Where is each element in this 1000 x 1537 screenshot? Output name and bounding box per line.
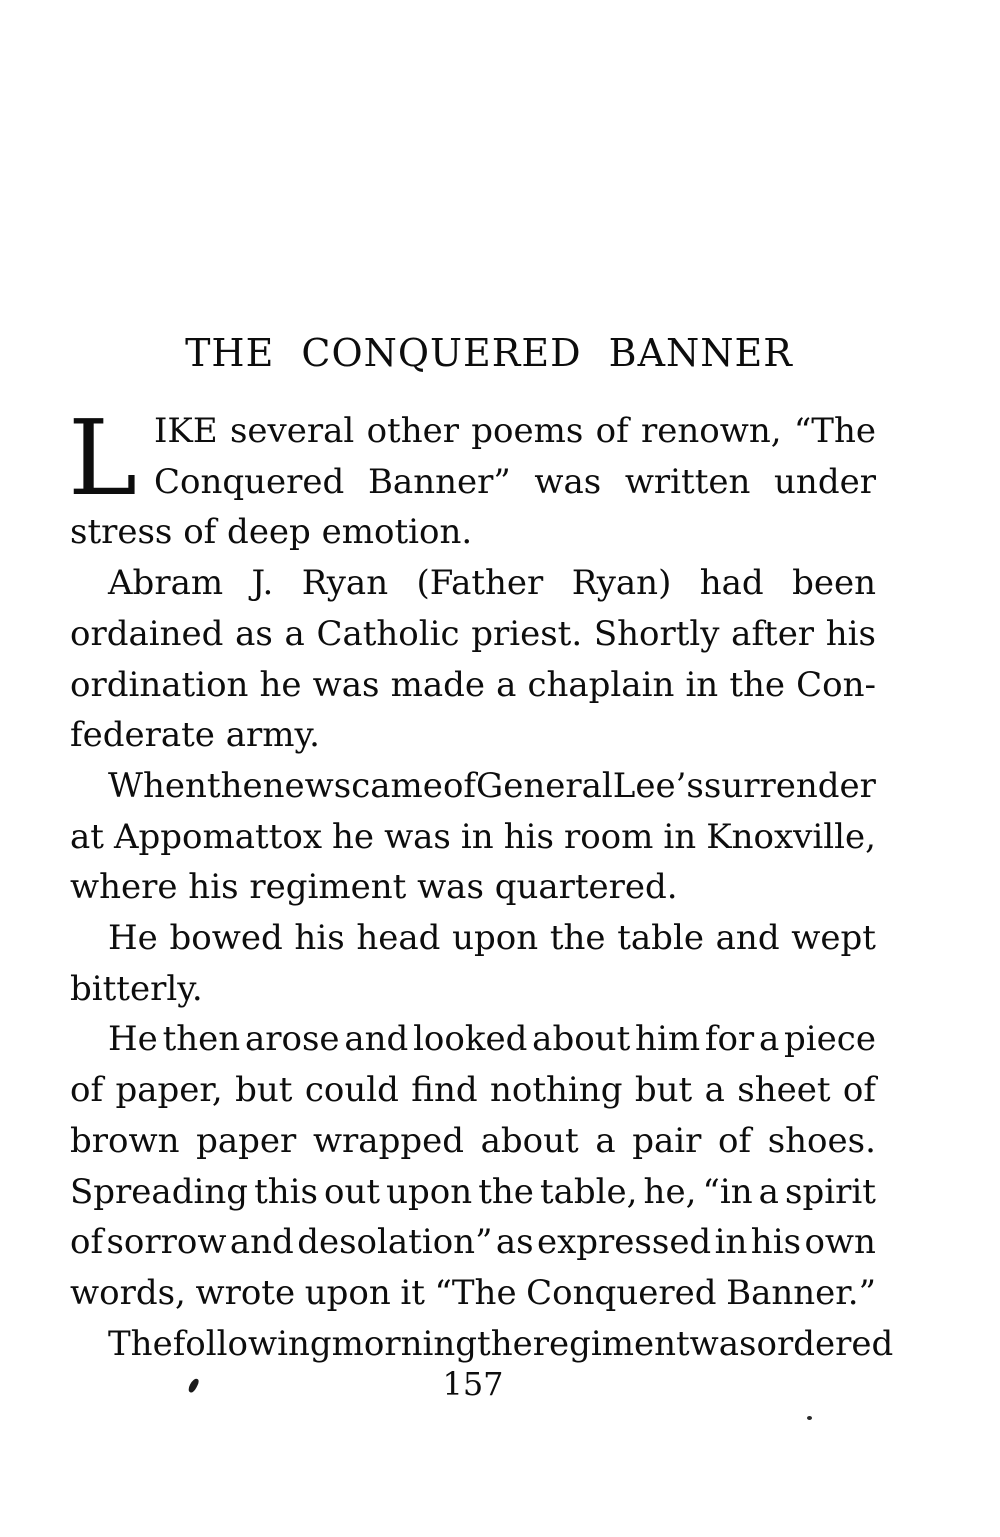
word: General (476, 765, 613, 806)
word: his (503, 816, 554, 857)
word: he (332, 816, 375, 857)
word: “The (434, 1272, 517, 1313)
word: about (480, 1120, 579, 1161)
word: the (477, 1323, 533, 1364)
word: out (324, 1171, 381, 1212)
word: upon (386, 1171, 473, 1212)
paragraph (70, 761, 876, 913)
text-line: bitterly. (70, 968, 203, 1009)
word: chaplain (527, 664, 675, 705)
word: after (731, 613, 815, 654)
word: the (478, 1171, 534, 1212)
word: J. (251, 563, 274, 604)
word: as (495, 1222, 534, 1263)
word: in (663, 816, 697, 857)
word: Ryan (301, 563, 389, 604)
word: but (235, 1070, 293, 1111)
word: a (758, 1171, 779, 1212)
word: priest. (471, 613, 583, 654)
text-line (70, 812, 876, 863)
word: Spreading (70, 1171, 249, 1212)
text-line (70, 406, 876, 457)
word: Con- (796, 664, 876, 705)
word: a (595, 1120, 616, 1161)
word: looked (413, 1019, 528, 1060)
text-line (70, 1319, 894, 1370)
word: of (595, 411, 629, 451)
word: find (411, 1070, 478, 1111)
word: wept (791, 918, 876, 959)
word: poems (471, 411, 584, 451)
word: The (108, 1323, 173, 1364)
word: and (229, 1222, 294, 1263)
word: paper, (115, 1070, 223, 1111)
word: and (344, 1019, 409, 1060)
word: arose (244, 1019, 340, 1060)
word: surrender (703, 765, 876, 806)
paragraph (68, 397, 876, 558)
word: for (704, 1019, 755, 1060)
text-line: federate army. (70, 715, 320, 756)
word: sorrow (106, 1222, 227, 1263)
word: words, (70, 1272, 186, 1313)
word: a (496, 664, 517, 705)
word: upon (304, 1272, 391, 1313)
word: then (162, 1019, 241, 1060)
word: paper (196, 1120, 297, 1161)
word: wrote (195, 1272, 296, 1313)
text-line (70, 1217, 876, 1268)
word: renown, (641, 411, 782, 451)
text-line (70, 913, 876, 964)
word: a (704, 1070, 725, 1111)
word: room (563, 816, 654, 857)
word: made (390, 664, 485, 705)
word: was (689, 1323, 757, 1364)
paragraph (70, 1014, 876, 1318)
text-line (70, 609, 876, 660)
word: of (70, 1070, 104, 1111)
word: Catholic (316, 613, 460, 654)
word: this (254, 1171, 318, 1212)
word: IKE (154, 411, 218, 451)
word: ordained (70, 613, 224, 654)
word: in (714, 1222, 748, 1263)
word: in (685, 664, 719, 705)
word: he (259, 664, 302, 705)
text-line (70, 457, 876, 508)
word: in (460, 816, 494, 857)
word: piece (784, 1019, 876, 1060)
word: his (294, 918, 345, 959)
word: spirit (785, 1171, 876, 1212)
word: under (774, 461, 876, 502)
word: table, (539, 1171, 638, 1212)
text-line (70, 558, 876, 609)
body-text (68, 397, 894, 1369)
word: Banner” (367, 461, 511, 502)
word: Lee’s (612, 765, 704, 806)
word: several (229, 411, 355, 451)
word: of (70, 1222, 104, 1263)
word: morning (331, 1323, 478, 1364)
word: he, (643, 1171, 697, 1212)
word: written (624, 461, 751, 502)
word: other (366, 411, 459, 451)
text-line (70, 1268, 876, 1319)
page-title: THE CONQUERED BANNER (185, 331, 793, 375)
word: sheet (737, 1070, 831, 1111)
word: of (842, 1070, 876, 1111)
word: and (715, 918, 780, 959)
word: When (108, 765, 207, 806)
word: it (400, 1272, 425, 1313)
text-line: stress of deep emotion. (70, 512, 473, 553)
word: He (108, 1019, 158, 1060)
text-line (70, 660, 876, 711)
word: the (729, 664, 785, 705)
paragraph (70, 1319, 894, 1370)
word: “in (702, 1171, 753, 1212)
word: but (634, 1070, 693, 1111)
word: was (312, 664, 380, 705)
word: of (718, 1120, 752, 1161)
word: regiment (532, 1323, 690, 1364)
word: his (750, 1222, 802, 1263)
drop-cap: L (68, 397, 138, 519)
word: “The (793, 411, 876, 451)
word: Conquered (526, 1272, 717, 1313)
ink-speck (807, 1416, 812, 1420)
word: He (108, 918, 158, 959)
word: shoes. (767, 1120, 876, 1161)
word: was (534, 461, 602, 502)
text-line (70, 1167, 876, 1218)
word: expressed (536, 1222, 712, 1263)
word: had (699, 563, 764, 604)
word: pair (632, 1120, 702, 1161)
page-number: 157 (442, 1365, 504, 1403)
word: Shortly (593, 613, 720, 654)
word: own (804, 1222, 876, 1263)
word: of (442, 765, 477, 806)
text-line (70, 761, 876, 812)
word: Appomattox (113, 816, 322, 857)
paragraph (70, 913, 876, 1014)
paragraph (70, 558, 876, 761)
word: bowed (169, 918, 283, 959)
word: was (384, 816, 451, 857)
word: at (70, 816, 104, 857)
word: following (172, 1323, 332, 1364)
word: ordered (756, 1323, 894, 1364)
word: brown (70, 1120, 180, 1161)
word: (Father (416, 563, 544, 604)
text-line: where his regiment was quartered. (70, 867, 678, 908)
word: Knoxville, (706, 816, 876, 857)
word: head (356, 918, 441, 959)
text-line (70, 1065, 876, 1116)
word: Ryan) (571, 563, 672, 604)
word: news (262, 765, 352, 806)
word: ordination (70, 664, 249, 705)
word: the (549, 918, 606, 959)
word: came (351, 765, 443, 806)
word: Conquered (154, 461, 345, 502)
word: table (617, 918, 704, 959)
word: been (792, 563, 876, 604)
word: nothing (490, 1070, 623, 1111)
text-line (70, 1014, 876, 1065)
word: desolation” (297, 1222, 493, 1263)
word: could (304, 1070, 399, 1111)
word: a (758, 1019, 780, 1060)
word: Abram (108, 563, 224, 604)
word: his (825, 613, 876, 654)
word: wrapped (312, 1120, 464, 1161)
word: Banner.” (726, 1272, 876, 1313)
word: upon (452, 918, 539, 959)
word: about (532, 1019, 631, 1060)
word: him (635, 1019, 701, 1060)
word: as (235, 613, 273, 654)
word: a (284, 613, 305, 654)
text-line (70, 1116, 876, 1167)
word: the (206, 765, 263, 806)
